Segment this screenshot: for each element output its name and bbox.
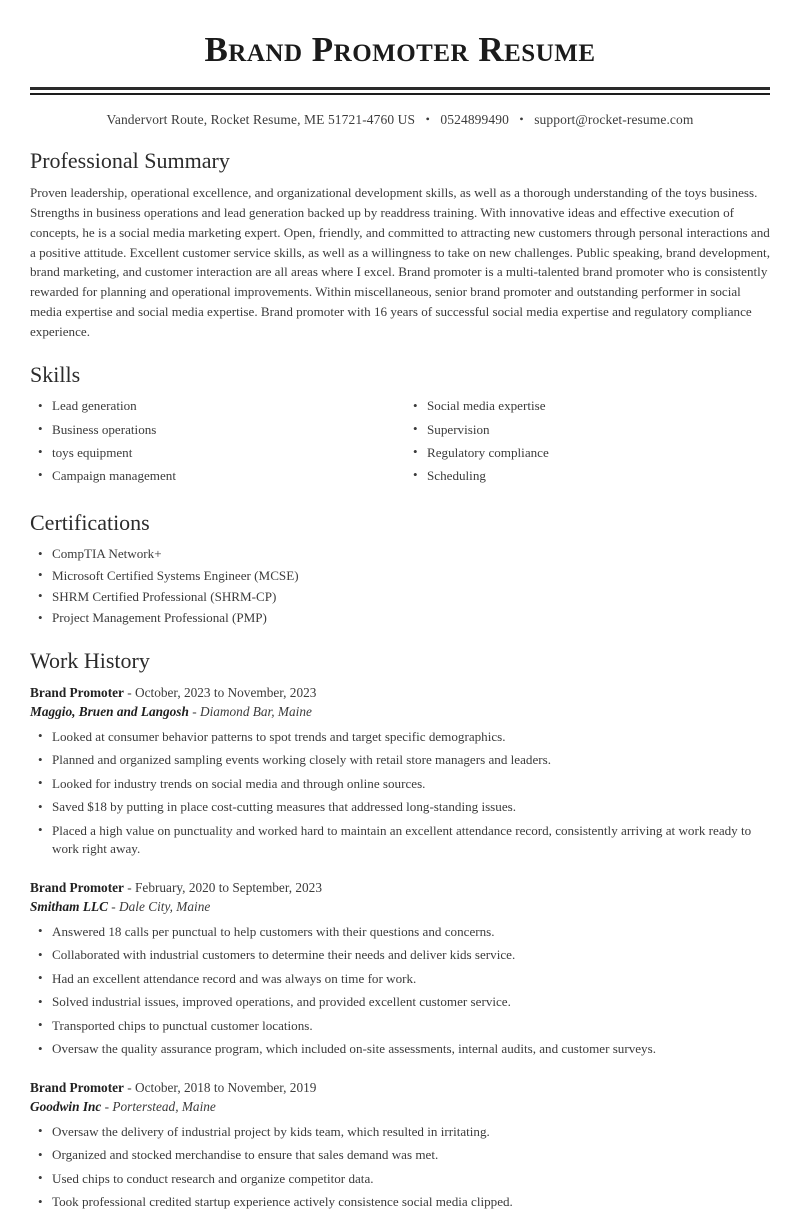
section-skills (30, 362, 770, 490)
list-item: • Campaign management (30, 467, 400, 485)
list-item: • Saved $18 by putting in place cost-cutting measures that addressed long-standing issues. (30, 798, 770, 817)
job-company: Smitham LLC (30, 899, 108, 915)
section-heading-certifications: Certifications (30, 510, 150, 536)
list-item: • Used chips to conduct research and organize competitor data. (30, 1170, 770, 1189)
list-item: • Took professional credited startup experience actively consistence social media clipped. (30, 1193, 770, 1212)
resume-content (30, 0, 770, 1212)
job-separator: - (111, 899, 116, 915)
list-item: • Looked for industry trends on social media and through online sources. (30, 775, 770, 794)
list-item: • Solved industrial issues, improved operations, and provided excellent customer service. (30, 993, 770, 1012)
list-item: • Supervision (405, 421, 770, 439)
work-history-entry (30, 1078, 770, 1212)
list-item: • SHRM Certified Professional (SHRM-CP) (30, 588, 770, 606)
list-item: • Transported chips to punctual customer locations. (30, 1017, 770, 1036)
job-separator: - (127, 880, 132, 896)
list-item: • CompTIA Network+ (30, 545, 770, 563)
header-divider (30, 87, 770, 95)
list-item: • Organized and stocked merchandise to ensure that sales demand was met. (30, 1146, 770, 1165)
section-work-history (30, 648, 770, 1212)
list-item: • Regulatory compliance (405, 444, 770, 462)
list-item: • Social media expertise (405, 397, 770, 415)
job-company-line (30, 1097, 770, 1116)
job-dates: October, 2018 to November, 2019 (135, 1080, 317, 1096)
skills-columns (30, 397, 770, 490)
list-item: • Looked at consumer behavior patterns to spot trends and target specific demographics. (30, 728, 770, 747)
list-item: • Answered 18 calls per punctual to help customers with their questions and concerns. (30, 923, 770, 942)
job-title-line (30, 683, 770, 702)
divider-thin (30, 93, 770, 95)
job-title-line (30, 878, 770, 897)
section-heading-work-history: Work History (30, 647, 150, 673)
summary-paragraph: Proven leadership, operational excellence, and organizational development skills, as well as a thorough understanding of the toys business. Strengths in business operations and lead generation backed up by readdress training. With innovative ideas and effective execution of concepts, he is a social media marketing expert. Open, friendly, and committed to attracting new customers through personal interactions and a positive attitude. Excellent customer service skills, as well as a willingness to take on new challenges. Public speaking, brand development, brand marketing, and customer interaction are all areas where I excel. Brand promoter is a multi-talented brand promoter who is consistently rewarded for planning and operational improvements. Within miscellaneous, senior brand promoter and outstanding performer in social media expertise and social media expertise. Brand promoter with 16 years of successful social media expertise and regulatory compliance experience. (30, 184, 770, 340)
contact-phone[interactable]: 0524899490 (440, 111, 509, 127)
list-item: • Microsoft Certified Systems Engineer (MCSE) (30, 567, 770, 585)
section-heading-skills: Skills (30, 362, 81, 388)
list-item: • Had an excellent attendance record and was always on time for work. (30, 970, 770, 989)
job-company-line (30, 702, 770, 721)
list-item: • Oversaw the delivery of industrial project by kids team, which resulted in irritating. (30, 1123, 770, 1142)
job-location: Dale City, Maine (119, 899, 211, 915)
contact-address: Vandervort Route, Rocket Resume, ME 51721-4760 US (106, 111, 416, 127)
skills-list-right (405, 397, 770, 484)
list-item: • Placed a high value on punctuality and worked hard to maintain an excellent attendance record, consistently arriving at work ready to work right away. (30, 822, 770, 859)
job-company: Maggio, Bruen and Langosh (30, 704, 189, 720)
section-certifications (30, 510, 770, 627)
work-history-entry (30, 878, 770, 1059)
job-responsibilities (30, 1123, 770, 1212)
contact-line (30, 112, 770, 128)
list-item: • Planned and organized sampling events working closely with retail store managers and leaders. (30, 751, 770, 770)
list-item: • Oversaw the quality assurance program, which included on-site assessments, internal audits, and customer surveys. (30, 1040, 770, 1059)
list-item: • Scheduling (405, 467, 770, 485)
section-professional-summary (30, 148, 770, 343)
contact-separator-2: • (519, 111, 524, 126)
list-item: • Business operations (30, 421, 400, 439)
work-history-entry (30, 683, 770, 859)
job-responsibilities (30, 728, 770, 859)
skills-column-right (400, 397, 770, 490)
contact-email[interactable]: support@rocket-resume.com (534, 111, 694, 127)
job-location: Porterstead, Maine (112, 1099, 216, 1115)
section-heading-summary: Professional Summary (30, 147, 230, 173)
job-separator: - (127, 1080, 132, 1096)
contact-separator-1: • (425, 111, 430, 126)
job-location: Diamond Bar, Maine (199, 704, 312, 720)
skills-list-left (30, 397, 400, 484)
job-title: Brand Promoter (30, 880, 124, 896)
certifications-list (30, 545, 770, 626)
job-title: Brand Promoter (30, 1080, 124, 1096)
list-item: • toys equipment (30, 444, 400, 462)
job-separator: - (104, 1099, 110, 1115)
job-company: Goodwin Inc (30, 1099, 102, 1115)
skills-column-left (30, 397, 400, 490)
job-dates: October, 2023 to November, 2023 (135, 685, 317, 701)
list-item: • Lead generation (30, 397, 400, 415)
page-title: Brand Promoter Resume (204, 30, 596, 69)
job-company-line (30, 897, 770, 916)
list-item: • Project Management Professional (PMP) (30, 609, 770, 627)
job-title: Brand Promoter (30, 685, 124, 701)
job-separator: - (192, 704, 197, 720)
job-responsibilities (30, 923, 770, 1059)
divider-thick (30, 87, 770, 90)
job-dates: February, 2020 to September, 2023 (135, 880, 322, 896)
job-title-line (30, 1078, 770, 1097)
list-item: • Collaborated with industrial customers to determine their needs and deliver kids service. (30, 946, 770, 965)
job-separator: - (127, 685, 132, 701)
